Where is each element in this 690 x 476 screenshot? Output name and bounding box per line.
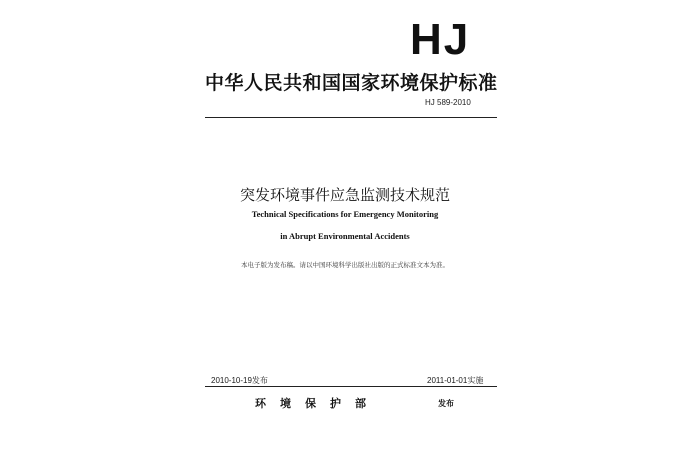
publish-label: 发布 xyxy=(438,399,454,408)
document-title-chinese: 突发环境事件应急监测技术规范 xyxy=(239,186,450,204)
standard-code: HJ 589-2010 xyxy=(425,98,471,107)
standard-logo: HJ xyxy=(410,15,471,64)
publisher-name: 环境保护部 xyxy=(255,397,380,410)
org-title: 中华人民共和国国家环境保护标准 xyxy=(205,72,498,94)
edition-note: 本电子版为发布稿。请以中国环境科学出版社出版的正式标准文本为准。 xyxy=(241,261,449,269)
bottom-divider xyxy=(205,386,497,387)
issue-date: 2010-10-19发布 xyxy=(211,376,268,385)
document-title-english-line-2: in Abrupt Environmental Accidents xyxy=(280,231,410,241)
implementation-date: 2011-01-01实施 xyxy=(427,376,484,385)
top-divider xyxy=(205,117,497,118)
document-title-english-line-1: Technical Specifications for Emergency Monitoring xyxy=(251,209,439,219)
